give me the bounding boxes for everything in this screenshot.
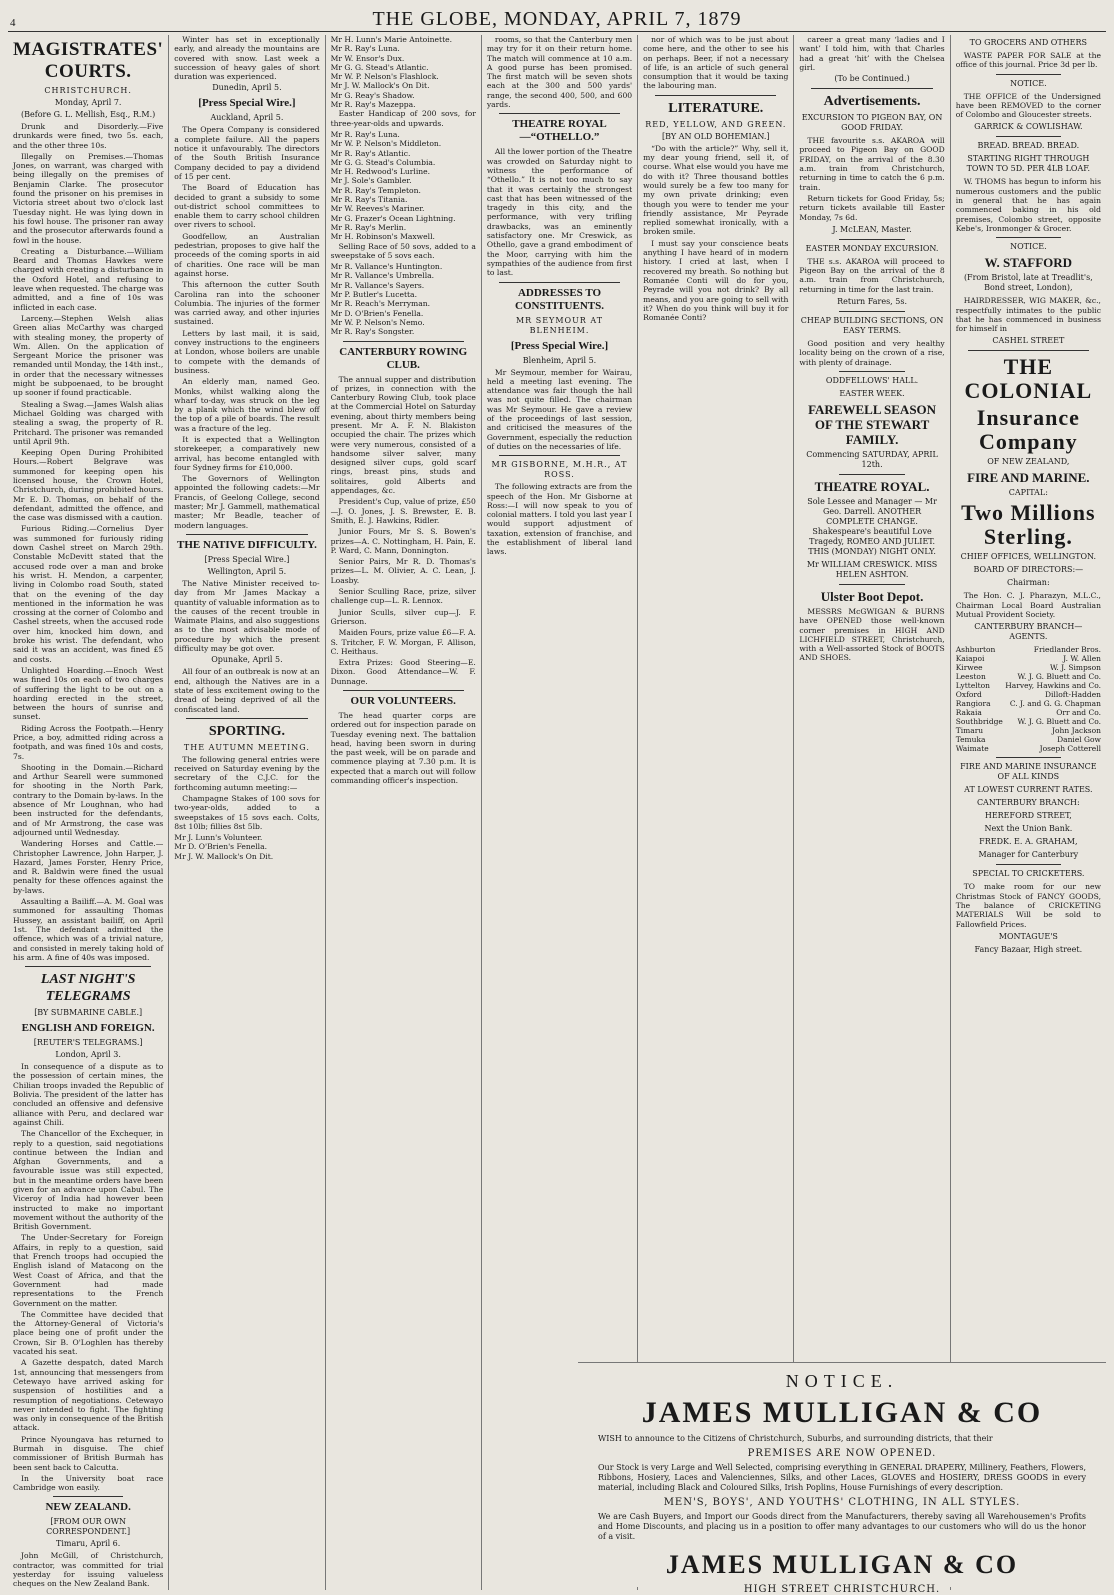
prize-item: Junior Fours, Mr S. S. Bowen's prizes—A. C. Nottingham, H. Pain, E. P. Ward, C. Mann, Donnington.	[330, 527, 476, 555]
masthead-title: THE GLOBE, MONDAY, APRIL 7, 1879	[372, 8, 742, 30]
mulligan-name-footer: JAMES MULLIGAN & CO	[665, 1550, 1019, 1579]
prize-item: Junior Sculls, silver cup—J. F. Grierson.	[330, 607, 476, 626]
column-7	[951, 35, 1106, 1590]
race-entry: Mr W. P. Nelson's Middleton.	[330, 139, 442, 149]
magistrates-heading: MAGISTRATES' COURTS.	[13, 39, 164, 82]
news-item: The Board of Education has decided to grant a subsidy to some out-district school committees to enable them to carry school children over rivers to school.	[174, 183, 320, 230]
grocers-heading: TO GROCERS AND OTHERS	[969, 38, 1088, 47]
agent-row	[956, 672, 1101, 681]
news-item: rooms, so that the Canterbury men may try for it on their return home. The match will commence at 10 a.m. A good purse has been promised. The first match will be seven shots each at the 300 and 500 yards' range, the second 400, 500, and 600 yards.	[486, 35, 633, 110]
divider	[25, 966, 151, 967]
divider	[499, 282, 620, 283]
native-heading: THE NATIVE DIFFICULTY.	[176, 538, 317, 551]
sporting-heading: SPORTING.	[208, 723, 285, 739]
race-entry: Mr D. O'Brien's Fenella.	[330, 308, 424, 318]
divider	[839, 311, 904, 312]
agent-row	[956, 726, 1101, 735]
agent-name: Harvey, Hawkins and Co.	[1005, 681, 1101, 691]
agent-place: Lyttelton	[955, 681, 991, 691]
mulligan-advert	[578, 1362, 1106, 1595]
literature-text: career a great many ‘ladies and I want’ I told him, with that Charles had a great ‘hit’ with the Chelsea girl.	[799, 35, 945, 72]
prize-item: Senior Sculling Race, prize, silver challenge cup—L. R. Lennox.	[330, 587, 476, 606]
dateline: Wellington, April 5.	[207, 566, 287, 576]
court-bench: (Before G. L. Mellish, Esq., R.M.)	[21, 110, 156, 119]
to-be-continued: (To be Continued.)	[834, 74, 910, 84]
branch-agents-heading: CANTERBURY BRANCH—AGENTS.	[974, 622, 1083, 642]
agent-place: Ashburton	[955, 645, 996, 655]
mulligan-text: Our Stock is very Large and Well Selected, comprising everything in GENERAL DRAPERY, Millinery, Feathers, Flowers, Ribbons, Hosiery, Laces and Valenciennes, Silks, and other Laces, GLOVES and HOSIERY, DRESS GOODS in every material, including Black and Coloured Silks, Irish Poplins, House Furnishings of every description.	[598, 1463, 1086, 1492]
court-report: Unlighted Hoarding.—Enoch West was fined 10s on each of two charges of suffering the light to be out on a hoarding erected in the street, between the hours of sunrise and sunset.	[13, 665, 164, 722]
divider	[811, 88, 932, 89]
notice-heading: NOTICE.	[1010, 78, 1047, 88]
agent-place: Kaiapoi	[955, 654, 985, 664]
branch-label: CANTERBURY BRANCH:	[976, 798, 1080, 808]
news-item: An elderly man, named Geo. Monks, whilst walking along the wharf to-day, was struck on the leg by a plank which the wind blew off the top of a pile of boards. The result was a fracture of the leg.	[174, 377, 320, 433]
gisborne-heading: MR GISBORNE, M.H.R., AT ROSS.	[491, 460, 628, 480]
race-entry: Mr J. Sole's Gambler.	[330, 176, 412, 186]
agent-place: Rakaia	[955, 708, 982, 718]
reuter-label: [REUTER'S TELEGRAMS.]	[33, 1038, 143, 1048]
literature-heading: LITERATURE.	[668, 100, 764, 116]
news-item: The Native Minister received to-day from Mr James Mackay a quantity of valuable information as to the causes of the recent trouble in Waimate Plains, and also suggestions as to the most advisable mode of procedure by which the present difficulty may be got over.	[174, 578, 320, 654]
divider	[839, 239, 904, 240]
insurance-heading: Insurance Company	[976, 405, 1080, 455]
court-report: Shooting in the Domain.—Richard and Arthur Searell were summoned for shooting in the North Park, contrary to the Domain by-laws. In the absence of Mr Loughnan, who had been instructed for the defendants, and of Mr Armstrong, the case was adjourned until Wednesday.	[13, 762, 164, 837]
news-item: Goodfellow, an Australian pedestrian, proposes to give half the proceeds of the coming sports in aid of charities. One race will be man against horse.	[174, 231, 320, 278]
literature-by: [BY AN OLD BOHEMIAN.]	[662, 131, 770, 141]
race-entry: Mr J. Lunn's Volunteer.	[174, 833, 263, 843]
divider	[53, 1496, 123, 1497]
foreign-item: The Committee have decided that the Attorney-General of Victoria's place being one of profit under the Crown, Sir B. O'Loghlen has thereby vacated his seat.	[13, 1309, 164, 1357]
race-entry: Mr H. Redwood's Lurline.	[330, 167, 431, 177]
divider	[186, 718, 307, 719]
theatre-heading: THEATRE ROYAL—“OTHELLO.”	[512, 118, 607, 144]
literature-text: “Do with the article?” Why, sell it, my dear young friend, sell it, of course. What else would you have me do with it? Three thousand bottles would surely be a few too many for my own private drinking; even though you were to tender me your friendly assistance, Mr Peyrade replied somewhat ironically, with a broken smile.	[643, 143, 789, 237]
race-entry: Mr R. Ray's Mazeppa.	[330, 100, 416, 110]
court-report: Keeping Open During Prohibited Hours.—Robert Belgrave was summoned for keeping open his licensed house, the Crown Hotel, Christchurch, during prohibited hours. Mr E. D. Thomas, on behalf of the defendant, admitted the offence, and the case was dismissed with a caution.	[13, 448, 164, 523]
chief-offices: CHIEF OFFICES, WELLINGTON.	[960, 552, 1097, 562]
capital-label: CAPITAL:	[1008, 488, 1048, 498]
news-item: Mr Seymour, member for Wairau, held a meeting last evening. The attendance was fair though the hall was not quite filled. The chairman was Mr Seymour. He gave a review of the proceedings of last session, and criticised the measures of the Government, especially the reduction of duties on the necessaries of life.	[486, 367, 633, 451]
column-5	[638, 35, 794, 1590]
divider	[968, 350, 1089, 351]
masthead	[8, 6, 1106, 32]
divider	[839, 371, 904, 372]
agent-name: J. W. Allen	[1063, 654, 1101, 664]
agent-name: W. J. Simpson	[1049, 663, 1101, 673]
blenheim-press: [Press Special Wire.]	[510, 339, 609, 352]
bread-heading: BREAD. BREAD. BREAD.	[977, 141, 1080, 151]
hereford-street: HEREFORD STREET,	[984, 811, 1072, 821]
literature-text: I must say your conscience beats anything I have heard of in modern history. I cried at last, when I recovered my breath. So nothing but Romanée Conti will do for you, Peyrade will you not drink? By all means, and you are going to sell with it? When do you think will buy it for Romanée Conti?	[643, 238, 789, 323]
native-press: [Press Special Wire.]	[204, 554, 290, 564]
column-4	[482, 35, 638, 1590]
excursion-heading: EXCURSION TO PIGEON BAY, ON GOOD FRIDAY.	[801, 113, 943, 133]
news-item: Letters by last mail, it is said, convey instructions to the engineers at London, whose boilers are unable to compete with the demands of business.	[174, 328, 320, 375]
news-item: The following extracts are from the speech of the Hon. Mr Gisborne at Ross:—I will now speak to you of colonial matters. I told you last year I would support adjustment of taxation, extension of franchise, and the establishment of liberal land laws.	[486, 482, 633, 557]
agent-name: Friedlander Bros.	[1033, 645, 1101, 655]
agent-place: Leeston	[955, 672, 986, 682]
agent-row	[956, 690, 1101, 699]
fire-marine: FIRE AND MARINE.	[967, 470, 1090, 486]
next-bank: Next the Union Bank.	[984, 824, 1073, 834]
race-entry: Mr W. Reeves's Mariner.	[330, 204, 425, 214]
bread-text: STARTING RIGHT THROUGH TOWN TO 5D. PER 4LB LOAF.	[966, 154, 1091, 174]
agent-row	[956, 681, 1101, 690]
race-entry: Mr R. Reach's Merryman.	[330, 299, 431, 309]
advert-text: THE OFFICE of the Undersigned have been REMOVED to the corner of Colombo and Gloucester streets.	[955, 91, 1101, 120]
agent-row	[956, 699, 1101, 708]
news-item: All four of an outbreak is now at an end, although the Natives are in a state of less excitement owing to the dread of being deprived of all the confiscated land.	[174, 667, 320, 714]
agent-name: Orr and Co.	[1056, 708, 1101, 718]
easter-heading: EASTER MONDAY EXCURSION.	[805, 243, 939, 253]
advert-text: WASTE PAPER FOR SALE at the office of this journal. Price 3d per lb.	[955, 51, 1101, 70]
divider	[996, 237, 1061, 238]
telegrams-sub: [BY SUBMARINE CABLE.]	[34, 1008, 143, 1018]
agent-name: Joseph Cotterell	[1039, 744, 1101, 754]
race-entry: Mr R. Ray's Merlin.	[330, 222, 407, 232]
agent-name: W. J. G. Bluett and Co.	[1017, 672, 1101, 682]
agents-list	[956, 645, 1101, 753]
race-description: Easter Handicap of 200 sovs, for three-year-olds and upwards.	[330, 109, 476, 128]
prize-item: Senior Pairs, Mr R. D. Thomas's prizes—L. M. Olivier, A. C. Lean, J. Loasby.	[330, 557, 476, 585]
dateline: Dunedin, April 5.	[212, 83, 282, 93]
city-heading: CHRISTCHURCH.	[44, 86, 132, 95]
page-number: 4	[10, 17, 17, 29]
dateline: London, April 3.	[55, 1050, 121, 1060]
agent-place: Rangiora	[955, 699, 991, 709]
board-heading: BOARD OF DIRECTORS:—	[973, 565, 1084, 575]
graham-name: FREDK. E. A. GRAHAM,	[979, 837, 1078, 847]
chairman-name: The Hon. C. J. Pharazyn, M.L.C., Chairman Local Board Australian Mutual Provident Society.	[955, 591, 1101, 620]
race-entry: Mr W. P. Nelson's Nemo.	[330, 317, 425, 327]
agent-place: Southbridge	[955, 717, 1003, 727]
advert-text: Return tickets for Good Friday, 5s; return tickets available till Easter Monday, 7s 6d.	[799, 193, 945, 222]
agent-row	[956, 717, 1101, 726]
race-entry: Mr W. P. Nelson's Flashlock.	[330, 72, 439, 82]
race-entry: Mr R. Vallance's Sayers.	[330, 280, 425, 290]
race-entry: Mr R. Vallance's Huntington.	[330, 262, 443, 272]
divider	[996, 74, 1061, 75]
news-item: This afternoon the cutter South Carolina ran into the schooner Columbia. The injuries of the former was carried away, and other injuries sustained.	[174, 280, 320, 327]
stafford-heading: W. STAFFORD	[984, 255, 1073, 271]
column-6	[794, 35, 950, 1590]
theatre-advert-text: Sole Lessee and Manager — Mr Geo. Darrell. ANOTHER COMPLETE CHANGE. Shakespeare's beautiful Love Tragedy, ROMEO AND JULIET. THIS (MONDAY) NIGHT ONLY.	[807, 496, 937, 556]
divider	[996, 136, 1061, 137]
autumn-heading: THE AUTUMN MEETING.	[183, 742, 310, 752]
theatre-cast: Mr WILLIAM CRESWICK. MISS HELEN ASHTON.	[806, 559, 938, 579]
dateline: Auckland, April 5.	[210, 113, 284, 123]
race-entry: Mr G. G. Stead's Atlantic.	[330, 62, 429, 72]
rowing-heading: CANTERBURY ROWING CLUB.	[339, 345, 468, 371]
race-entry: Mr G. Frazer's Ocean Lightning.	[330, 213, 456, 223]
prize-item: President's Cup, value of prize, £50—J. O. Jones, J. S. Brewster, E. B. Smith, E. J. Hawkins, Ridler.	[330, 497, 476, 525]
foreign-item: The Under-Secretary for Foreign Affairs, in reply to a question, said that French troops had occupied the English island of Matacong on the West Coast of Africa, and that the Government had made representations to the French Government on the matter.	[13, 1233, 164, 1308]
court-report: Riding Across the Footpath.—Henry Price, a boy, admitted riding across a footpath, and was fined 10s and costs, 7s.	[13, 723, 164, 761]
easter-week: EASTER WEEK.	[839, 388, 905, 398]
notice-heading: NOTICE.	[1010, 242, 1047, 252]
race-entry: Mr R. Ray's Luna.	[330, 44, 400, 54]
agent-row	[956, 744, 1101, 753]
farewell-date: Commencing SATURDAY, APRIL 12th.	[806, 449, 938, 469]
divider	[186, 534, 307, 535]
advert-text: MESSRS McGWIGAN & BURNS have OPENED those well-known corner premises in HIGH AND LICHFIELD STREET, Christchurch, with a Well-assorted Stock of BOOTS AND SHOES.	[799, 606, 945, 663]
race-entry: Mr R. Ray's Atlantic.	[330, 148, 411, 158]
blenheim-heading: MR SEYMOUR AT BLENHEIM.	[515, 315, 604, 335]
nz-sub: [FROM OUR OWN CORRESPONDENT.]	[46, 1517, 131, 1537]
mulligan-clothing: MEN'S, BOYS', AND YOUTHS' CLOTHING, IN ALL STYLES.	[663, 1497, 1021, 1508]
agent-row	[956, 735, 1101, 744]
race-entry: Mr G. G. Stead's Columbia.	[330, 157, 436, 167]
boot-depot-heading: Ulster Boot Depot.	[820, 588, 924, 604]
telegrams-heading: LAST NIGHT'S TELEGRAMS	[40, 972, 136, 1005]
dateline: Opunake, April 5.	[211, 655, 283, 665]
mulligan-intro: WISH to announce to the Citizens of Christchurch, Suburbs, and surrounding districts, that their	[598, 1434, 993, 1443]
agent-place: Temuka	[955, 735, 986, 745]
foreign-item: A Gazette despatch, dated March 1st, announcing that messengers from Cetewayo have arrived asking for suspension of hostilities and a resumption of negotiations. Cetewayo never intended to fight. The fighting was only in consequence of the British attack.	[13, 1358, 164, 1433]
literature-sub: RED, YELLOW, AND GREEN.	[645, 119, 787, 129]
news-item: The Opera Company is considered a complete failure. All the papers notice it unfavourably. The directors of the South British Insurance Company decided to pay a dividend of 15 per cent.	[174, 125, 320, 181]
addresses-heading: ADDRESSES TO CONSTITUENTS.	[515, 286, 604, 312]
mulligan-name: JAMES MULLIGAN & CO	[641, 1396, 1043, 1429]
court-report: Assaulting a Bailiff.—A. M. Goal was summoned for assaulting Thomas Hussey, an assistant bailiff, on April 1st. The defendant admitted the offence, which was of a trivial nature, and consisted in merely taking hold of his arm. A fine of 40s was imposed.	[13, 897, 164, 962]
nz-heading: NEW ZEALAND.	[45, 1501, 131, 1514]
foreign-heading: ENGLISH AND FOREIGN.	[21, 1022, 155, 1035]
news-item: Winter has set in exceptionally early, and already the mountains are covered with snow. Last week a succession of heavy gales of short duration was experienced.	[174, 35, 320, 82]
agent-name: Dilloft-Hadden	[1045, 690, 1101, 700]
mulligan-address: HIGH STREET CHRISTCHURCH.	[743, 1584, 941, 1595]
agent-place: Oxford	[955, 690, 982, 700]
advert-text: W. THOMS has begun to inform his numerous customers and the public in general that he has again commenced baking in his old premises, Colombo street, opposite Kebe's, Ironmonger & Grocer.	[955, 177, 1101, 233]
agent-name: W. J. G. Bluett and Co.	[1017, 717, 1101, 727]
agent-name: Daniel Gow	[1057, 735, 1101, 745]
foreign-item: In consequence of a dispute as to the possession of certain mines, the Chilian troops invaded the Republic of Bolivia. The president of the latter has concluded an offensive and defensive alliance with Peru, and declared war against Chili.	[13, 1062, 164, 1127]
court-report: Illegally on Premises.—Thomas Jones, on warrant, was charged with being illegally on the premises of Benjamin Clarke. The prosecutor found the prisoner on his premises in Victoria street about two o'clock last Tuesday night. He was lying down in his fowl house. The prisoner ran away and the prosecutor afterwards found a fowl in the house.	[13, 151, 164, 245]
news-item: The head quarter corps are ordered out for inspection parade on Tuesday evening next. The battalion head, having been sworn in during the past week, will be on parade and commence playing at 7.30 p.m. It is expected that a march out will follow commanding officer's inspection.	[330, 711, 476, 786]
press-wire-heading: [Press Special Wire.]	[198, 97, 296, 110]
foreign-item: The Chancellor of the Exchequer, in reply to a question, said negotiations continue between the Indian and Afghan Governments, and a favourable issue was still expected, but in the meantime orders have been given for an advance upon Cabul. The Viceroy of India had however been instructed to make no important movement without the authority of the British Government.	[13, 1129, 164, 1232]
agent-row	[956, 663, 1101, 672]
montague-name: MONTAGUE'S	[998, 931, 1058, 941]
news-item: All the lower portion of the Theatre was crowded on Saturday night to witness the performance of “Othello.” It is not too much to say that it was certainly the strongest cast that has been witnessed of the tragedy in this city, and the performance, with very trifling drawbacks, was an eminently satisfactory one. Mr Creswick, as Othello, gave a grand embodiment of the Moor, carrying with him the sympathies of the audience from first to last.	[486, 147, 633, 278]
chairman-label: Chairman:	[1007, 578, 1050, 588]
dateline: Blenheim, April 5.	[522, 355, 597, 365]
farewell-heading: FAREWELL SEASON OF THE STEWART FAMILY.	[808, 401, 937, 447]
rates-text: AT LOWEST CURRENT RATES.	[964, 785, 1093, 795]
mulligan-text2: We are Cash Buyers, and Import our Goods direct from the Manufacturers, thereby saving all Warehousemen's Profits and Home Discounts, and placing us in a position to offer many advantages to our customers who will do us the honor of a visit.	[598, 1512, 1086, 1541]
news-item: The Governors of Wellington appointed the following cadets:—Mr Francis, of Geelong College, second master; Mr J. Gammell, mathematical master; Mr Beadle, teacher of modern languages.	[174, 474, 320, 530]
nz-item: John McGill, of Christchurch, contractor, was committed for trial yesterday for issuing valueless cheques on the New Zealand Bank.	[13, 1551, 164, 1589]
cricketers-heading: SPECIAL TO CRICKETERS.	[972, 869, 1085, 879]
race-entry: Mr W. Ensor's Dux.	[330, 53, 405, 63]
mulligan-notice: NOTICE.	[785, 1371, 899, 1391]
prize-item: Extra Prizes: Good Steering—E. Dixon. Good Attendance—W. F. Dunnage.	[330, 658, 476, 686]
advert-signature: J. McLEAN, Master.	[832, 224, 912, 234]
divider	[499, 455, 620, 456]
divider	[343, 341, 464, 342]
news-item: The annual supper and distribution of prizes, in connection with the Canterbury Rowing Club, took place at the Commercial Hotel on Saturday evening, about thirty members being present. Mr A. F. N. Blakiston occupied the chair. The prizes which were very numerous, consisted of a handsome silver salver, many designed silver cups, gold scarf rings, breast pins, studs and solitaires, gold Alberts and appendages, &c.	[330, 374, 476, 496]
race-entry: Mr H. Lunn's Marie Antoinette.	[330, 35, 453, 44]
divider	[655, 95, 776, 96]
race-entry: Mr J. W. Mallock's On Dit.	[330, 81, 430, 91]
race-entry: Mr R. Vallance's Umbrella.	[330, 271, 435, 281]
dateline: Timaru, April 6.	[55, 1539, 121, 1549]
race-entry: Mr G. Reay's Shadow.	[330, 90, 415, 100]
agent-name: C. J. and G. G. Chapman	[1009, 699, 1101, 709]
advert-text: Good position and very healthy locality being on the crown of a rise, with plenty of drainage.	[799, 339, 945, 367]
theatre-royal-heading: THEATRE ROYAL.	[814, 478, 930, 494]
agent-row	[956, 645, 1101, 654]
manager-label: Manager for Canterbury	[978, 850, 1079, 860]
court-report: Furious Riding.—Cornelius Dyer was summoned for furiously riding down Cashel street on March 29th. Constable McDevitt stated that the accused rode over a man and broke his wrist. H. Mendon, a carpenter, living in Colombo road South, stated that on the evening of the day mentioned in the information he was crossing at the corner of Colombo and Cashel streets, when the accused rode over him, knocked him down, and broke his wrist. The defendant, who said it was an accident, was fined £5 and costs.	[13, 524, 164, 664]
agent-name: John Jackson	[1052, 726, 1101, 736]
columns	[8, 35, 1106, 1590]
foreign-item: In the University boat race Cambridge won easily.	[13, 1473, 164, 1493]
divider	[996, 757, 1061, 758]
news-item: nor of which was to be just about come here, and the other to see his on perhaps. Beer, if not a necessary of life, is an article of such general consumption that it would be taxing the labouring man.	[643, 35, 789, 91]
cashel-street: CASHEL STREET	[992, 336, 1065, 346]
race-entry: Mr D. O'Brien's Fenella.	[174, 842, 268, 852]
court-report: Wandering Horses and Cattle.—Christopher Lawrence, John Harper, J. Hazard, James Forster, Henry Price, and R. Baldwin were fined the usual penalty for these offences against the by-laws.	[13, 839, 164, 895]
column-3	[326, 35, 482, 1590]
stafford-sub: (From Bristol, late at Treadlit's, Bond street, London),	[963, 273, 1093, 293]
divider	[839, 474, 904, 475]
column-2	[169, 35, 325, 1590]
agent-row	[956, 654, 1101, 663]
agent-place: Kirwee	[955, 663, 983, 673]
race-entry: Mr H. Robinson's Maxwell.	[330, 232, 435, 242]
court-date: Monday, April 7.	[54, 98, 122, 107]
advert-signature: GARRICK & COWLISHAW.	[974, 122, 1083, 132]
column-1	[8, 35, 169, 1590]
agent-place: Timaru	[955, 726, 984, 736]
advertisements-heading: Advertisements.	[823, 94, 921, 110]
news-item: It is expected that a Wellington storekeeper, a comparatively new arrival, has become entangled with four Sydney firms for £10,000.	[174, 434, 320, 472]
sections-heading: CHEAP BUILDING SECTIONS, ON EASY TERMS.	[800, 316, 944, 336]
race-entry: Mr R. Ray's Titania.	[330, 195, 408, 205]
race-entry: Mr R. Ray's Luna.	[330, 129, 400, 139]
capital-value: Two Millions Sterling.	[961, 500, 1096, 550]
colonial-heading: THE COLONIAL	[964, 354, 1093, 404]
race-entry: Mr R. Ray's Templeton.	[330, 185, 421, 195]
fire-marine-text: FIRE AND MARINE INSURANCE OF ALL KINDS	[960, 762, 1097, 782]
race-entry: Mr P. Butler's Lucetta.	[330, 290, 417, 300]
court-report: Drunk and Disorderly.—Five drunkards were fined, two 5s. each, and the other three 10s.	[13, 122, 164, 150]
foreign-item: Prince Nyoungava has returned to Burmah in disguise. The chief commissioner of British Burmah has been sent back to Calcutta.	[13, 1434, 164, 1472]
race-entry: Mr R. Ray's Songster.	[330, 327, 415, 337]
court-report: Larceny.—Stephen Welsh alias Green alias McCarthy was charged with stealing money, the property of Wm. Allen. On the application of Sergeant Morice the prisoner was remanded until Monday, the 14th inst., in order that the necessary witnesses might be subpoenaed, to be brought up sooner if found practicable.	[13, 313, 164, 398]
of-nz: OF NEW ZEALAND,	[987, 457, 1070, 467]
race-description: Selling Race of 50 sovs, added to a sweepstake of 5 sovs each.	[330, 241, 476, 260]
divider	[839, 584, 904, 585]
divider	[996, 864, 1061, 865]
divider	[343, 690, 464, 691]
advert-text: HAIRDRESSER, WIG MAKER, &c., respectfully intimates to the public that he has commenced in business for himself in	[955, 296, 1101, 334]
advert-text: THE s.s. AKAROA will proceed to Pigeon Bay on the arrival of the 8 a.m. train from Christchurch, returning in time for the last train.	[799, 256, 945, 294]
advert-text: THE favourite s.s. AKAROA will proceed to Pigeon Bay on GOOD FRIDAY, on the arrival of the 8.30 a.m. train from Christchurch, returning in time to catch the 6 p.m. train.	[799, 136, 945, 192]
race-description: Champagne Stakes of 100 sovs for two-year-olds, added to a sweepstakes of 15 sovs each. Colts, 8st 10lb; fillies 8st 5lb.	[174, 794, 320, 831]
volunteers-heading: OUR VOLUNTEERS.	[350, 695, 456, 707]
race-entry: Mr J. W. Mallock's On Dit.	[174, 851, 274, 861]
advert-fares: Return Fares, 5s.	[837, 297, 908, 307]
court-report: Stealing a Swag.—James Walsh alias Michael Golding was charged with stealing a swag, the property of R. Pritchard. The prisoner was remanded until April 9th.	[13, 399, 164, 446]
divider	[499, 113, 620, 114]
montague-address: Fancy Bazaar, High street.	[974, 944, 1083, 954]
oddfellows-heading: ODDFELLOWS' HALL.	[825, 375, 919, 385]
prize-item: Maiden Fours, prize value £6—F. A. S. Tritcher, F. W. Morgan, F. Allison, C. Heithaus.	[330, 628, 476, 656]
agent-place: Waimate	[955, 744, 989, 754]
news-item: The following general entries were received on Saturday evening by the secretary of the C.J.C. for the forthcoming autumn meeting:—	[174, 754, 320, 792]
court-report: Creating a Disturbance.—William Beard and Thomas Hawkes were charged with creating a disturbance in the Oxford Hotel, and refusing to leave when requested. The charge was admitted, and a fine of 10s was inflicted in each case.	[13, 246, 164, 312]
mulligan-premises: PREMISES ARE NOW OPENED.	[747, 1448, 937, 1459]
agent-row	[956, 708, 1101, 717]
advert-text: TO make room for our new Christmas Stock of FANCY GOODS, The balance of CRICKETING MATERIALS Will be sold to Fallowfield Prices.	[955, 882, 1101, 929]
